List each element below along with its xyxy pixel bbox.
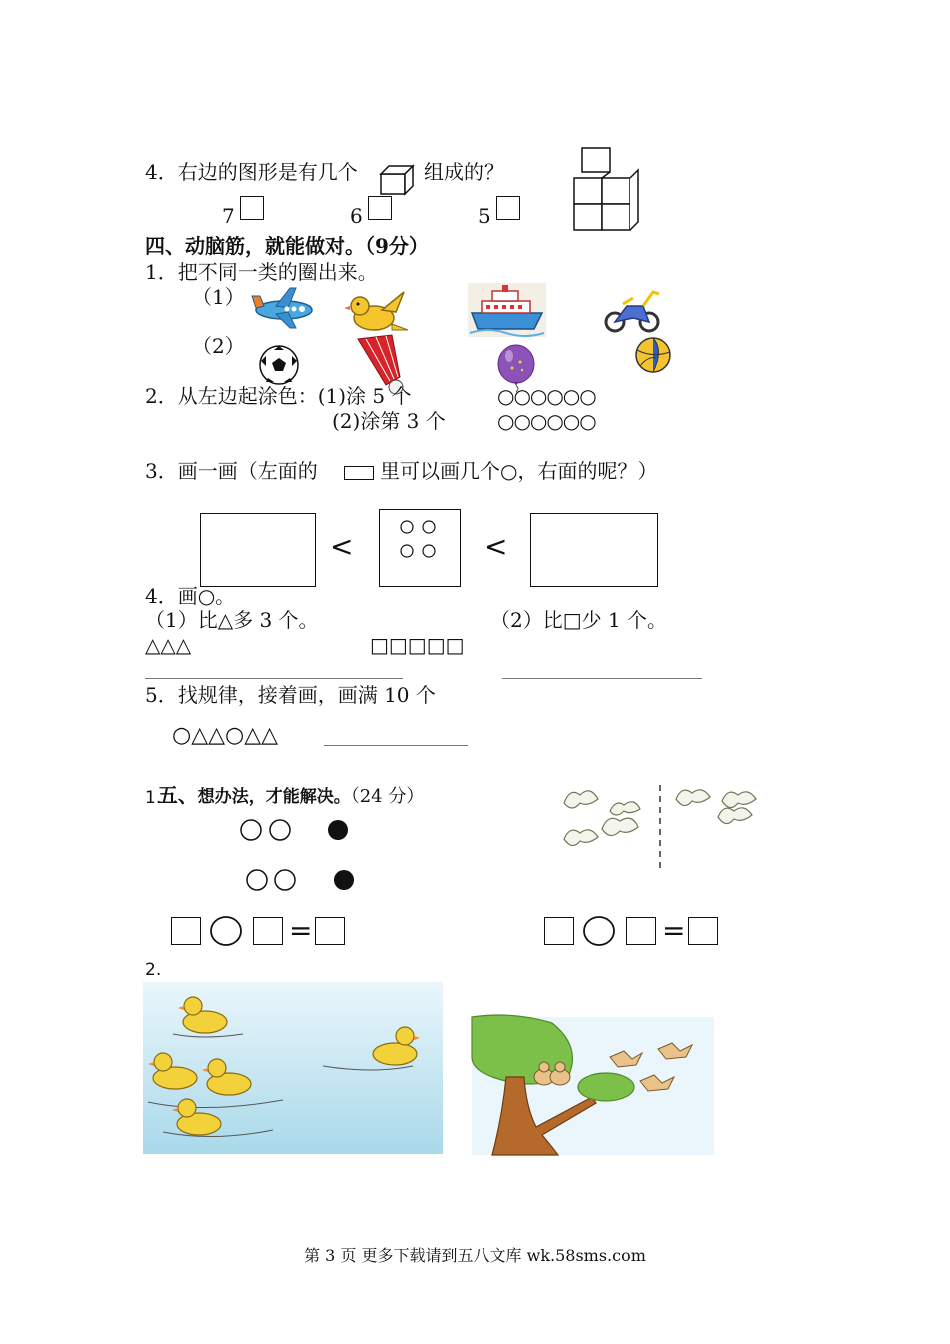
triangle-row: △△△: [145, 633, 192, 657]
ducks-picture: [143, 982, 443, 1154]
cube-stack-figure: [572, 146, 640, 232]
answer-line[interactable]: [324, 745, 468, 746]
tree-birds-picture: [472, 1017, 714, 1155]
sub-question: （1）比△多 3 个。: [145, 608, 319, 632]
question-text: 3．画一画（左面的: [145, 459, 318, 483]
question-text: 5．找规律，接着画，画满 10 个: [145, 683, 436, 707]
question-number: 2.: [145, 960, 162, 980]
answer-box[interactable]: [496, 196, 520, 220]
less-than-sign: <: [330, 530, 354, 563]
less-than-sign: <: [484, 530, 508, 563]
operator-circle[interactable]: [209, 915, 243, 947]
equals-sign: =: [662, 914, 686, 947]
option-label: 5: [478, 204, 491, 228]
question-text: 4．画○。: [145, 584, 236, 608]
section-score: （24 分）: [350, 786, 425, 807]
operator-circle[interactable]: [582, 915, 616, 947]
equals-sign: =: [289, 914, 313, 947]
equation-box[interactable]: [688, 917, 718, 945]
draw-box-right[interactable]: [530, 513, 658, 587]
question-text: 2．从左边起涂色：(1)涂 5 个: [145, 384, 412, 408]
section-heading: 想办法，才能解决。: [197, 787, 351, 807]
answer-line[interactable]: [145, 678, 403, 679]
question-number: 1.: [145, 788, 162, 808]
page-footer: 第 3 页 更多下载请到五八文库 wk.58sms.com: [304, 1246, 646, 1265]
volleyball-icon[interactable]: [634, 336, 672, 374]
soccer-ball-icon[interactable]: [258, 344, 300, 386]
bird-icon[interactable]: [346, 290, 408, 334]
circle-row-1[interactable]: ○○○○○○: [497, 384, 596, 408]
motorcycle-icon[interactable]: [603, 288, 661, 334]
option-label: 7: [222, 204, 235, 228]
sub-question: （2）比□少 1 个。: [490, 608, 668, 632]
ship-icon[interactable]: [468, 283, 546, 337]
answer-box[interactable]: [368, 196, 392, 220]
row-label: （2）: [192, 334, 245, 358]
cube-icon: [379, 162, 415, 196]
answer-line[interactable]: [502, 678, 702, 679]
airplane-icon[interactable]: [250, 284, 318, 332]
question-text: 里可以画几个○，右面的呢？）: [380, 459, 658, 483]
equation-box[interactable]: [253, 917, 283, 945]
square-row: □□□□□: [370, 633, 465, 657]
section-title: [145, 759, 424, 809]
equation-box[interactable]: [544, 917, 574, 945]
section-title: 四、动脑筋，就能做对。（9分）: [145, 234, 429, 258]
four-circles: [398, 518, 442, 562]
circles-group-figure: [238, 816, 358, 896]
pattern-sequence: ○△△○△△: [172, 723, 279, 748]
equation-box[interactable]: [626, 917, 656, 945]
section-number: 五、: [157, 783, 198, 807]
question-text: (2)涂第 3 个: [332, 409, 446, 433]
draw-box-left[interactable]: [200, 513, 316, 587]
circle-row-2[interactable]: ○○○○○○: [497, 409, 596, 433]
row-label: （1）: [192, 285, 245, 309]
example-box: [379, 509, 461, 587]
question-text: 组成的？: [424, 160, 504, 184]
question-text: 4．右边的图形是有几个: [145, 160, 358, 184]
answer-box[interactable]: [240, 196, 264, 220]
butterflies-figure: [558, 783, 762, 873]
small-rectangle-icon: [344, 466, 374, 480]
option-label: 6: [350, 204, 363, 228]
question-text: 1．把不同一类的圈出来。: [145, 260, 378, 284]
equation-box[interactable]: [171, 917, 201, 945]
equation-box[interactable]: [315, 917, 345, 945]
